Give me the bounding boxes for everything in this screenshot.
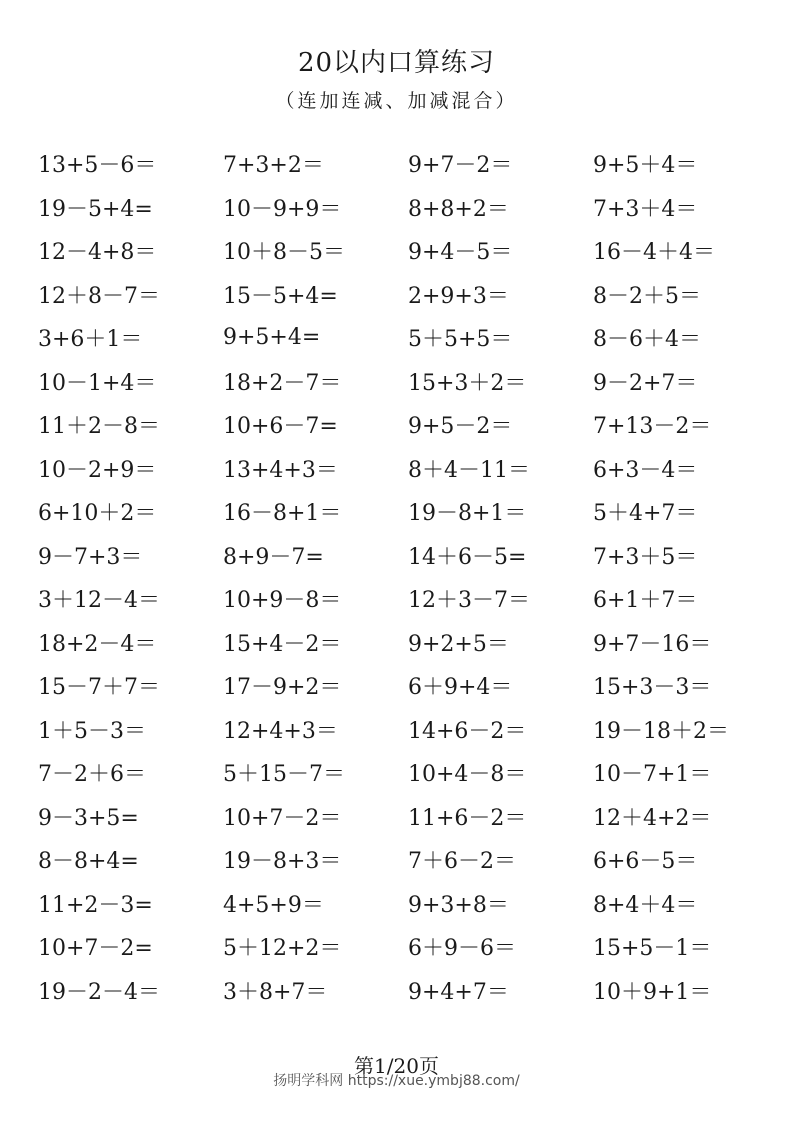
math-problem: 19－2－4＝ [38, 979, 160, 1005]
math-problem: 9+5+4= [223, 325, 321, 351]
math-problem: 7+3＋4＝ [593, 196, 698, 222]
math-problem: 3＋12－4＝ [38, 588, 160, 614]
math-problem: 7+3＋5＝ [593, 544, 698, 570]
problem-row [38, 751, 778, 795]
math-problem: 19－8+1＝ [408, 501, 527, 527]
problem-row [38, 142, 778, 186]
math-problem: 9+5＋4＝ [593, 153, 698, 179]
math-problem: 8+9－7= [223, 544, 324, 570]
math-problem: 14+6－2＝ [408, 718, 527, 744]
math-problem: 9－3+5= [38, 805, 139, 831]
math-problem: 8－8+4= [38, 849, 139, 875]
math-problem: 11＋2－8＝ [38, 414, 160, 440]
math-problem: 7+3+2＝ [223, 153, 324, 179]
problem-row [38, 708, 778, 752]
math-problem: 5＋5+5＝ [408, 327, 513, 353]
math-problem: 5＋12+2＝ [223, 936, 342, 962]
problem-row [38, 186, 778, 230]
math-problem: 9+7－16＝ [593, 631, 712, 657]
math-problem: 15－5+4= [223, 283, 338, 309]
math-problem: 12－4+8＝ [38, 240, 157, 266]
math-problem: 18+2－7＝ [223, 370, 342, 396]
math-problem: 11+2－3= [38, 892, 153, 918]
problem-row [38, 577, 778, 621]
math-problem: 12＋4+2＝ [593, 805, 712, 831]
math-problem: 15－7＋7＝ [38, 675, 160, 701]
math-problem: 9+3+8＝ [408, 892, 509, 918]
math-problem: 10+7－2＝ [223, 805, 342, 831]
math-problem: 6+6－5＝ [593, 849, 698, 875]
problem-row [38, 621, 778, 665]
math-problem: 8－2＋5＝ [593, 283, 701, 309]
math-problem: 6＋9－6＝ [408, 936, 516, 962]
watermark-text: 扬明学科网 https://xue.ymbj88.com/ [273, 1073, 520, 1089]
math-problem: 10＋8－5＝ [223, 240, 345, 266]
math-problem: 16－8+1＝ [223, 501, 342, 527]
math-problem: 9－7+3＝ [38, 544, 143, 570]
math-problem: 6+1＋7＝ [593, 588, 698, 614]
math-problem: 10－2+9＝ [38, 457, 157, 483]
math-problem: 1＋5－3＝ [38, 718, 146, 744]
problem-row [38, 447, 778, 491]
math-problem: 10－7+1＝ [593, 762, 712, 788]
problem-row [38, 969, 778, 1013]
math-problem: 2+9+3＝ [408, 283, 509, 309]
problem-row [38, 925, 778, 969]
math-problem: 4+5+9＝ [223, 892, 324, 918]
math-problem: 16－4＋4＝ [593, 240, 715, 266]
math-problem: 10+6－7= [223, 414, 338, 440]
problem-row [38, 795, 778, 839]
problem-grid [38, 142, 778, 1012]
math-problem: 8+4＋4＝ [593, 892, 698, 918]
math-problem: 10+4－8＝ [408, 762, 527, 788]
math-problem: 5＋4+7＝ [593, 501, 698, 527]
math-problem: 9－2+7＝ [593, 370, 698, 396]
math-problem: 13+5－6＝ [38, 153, 157, 179]
math-problem: 14＋6－5= [408, 544, 527, 570]
math-problem: 7+13－2＝ [593, 414, 712, 440]
problem-row [38, 664, 778, 708]
math-problem: 10+9－8＝ [223, 588, 342, 614]
math-problem: 9+5－2＝ [408, 414, 513, 440]
math-problem: 9+2+5＝ [408, 631, 509, 657]
math-problem: 8－6＋4＝ [593, 327, 701, 353]
math-problem: 6+10＋2＝ [38, 501, 157, 527]
math-problem: 3＋8+7＝ [223, 979, 328, 1005]
worksheet-subtitle: （连加连减、加减混合） [275, 90, 518, 112]
math-problem: 10＋9+1＝ [593, 979, 712, 1005]
math-problem: 15+4－2＝ [223, 631, 342, 657]
math-problem: 9+4+7＝ [408, 979, 509, 1005]
math-problem: 10－1+4＝ [38, 370, 157, 396]
math-problem: 8+8+2＝ [408, 196, 509, 222]
worksheet-title: 20以内口算练习 [297, 48, 496, 78]
math-problem: 8＋4－11＝ [408, 457, 530, 483]
math-problem: 13+4+3＝ [223, 457, 338, 483]
math-problem: 15+3＋2＝ [408, 370, 527, 396]
math-problem: 12＋3－7＝ [408, 588, 530, 614]
problem-row [38, 360, 778, 404]
problem-row [38, 490, 778, 534]
math-problem: 15+3－3＝ [593, 675, 712, 701]
math-problem: 6＋9+4＝ [408, 675, 513, 701]
math-problem: 10－9+9＝ [223, 196, 342, 222]
math-problem: 19－5+4= [38, 196, 153, 222]
math-problem: 15+5－1＝ [593, 936, 712, 962]
math-problem: 12＋8－7＝ [38, 283, 160, 309]
math-problem: 9+7－2＝ [408, 153, 513, 179]
problem-row [38, 229, 778, 273]
math-problem: 6+3－4＝ [593, 457, 698, 483]
math-problem: 19－8+3＝ [223, 849, 342, 875]
math-problem: 17－9+2＝ [223, 675, 342, 701]
problem-row [38, 838, 778, 882]
problem-row [38, 403, 778, 447]
problem-row [38, 882, 778, 926]
problem-row [38, 534, 778, 578]
page-number: 第1/20页 [354, 1054, 439, 1078]
math-problem: 7－2＋6＝ [38, 762, 146, 788]
math-problem: 18+2－4＝ [38, 631, 157, 657]
problem-row [38, 316, 778, 360]
math-problem: 11+6－2＝ [408, 805, 527, 831]
math-problem: 3+6＋1＝ [38, 327, 143, 353]
math-problem: 19－18＋2＝ [593, 718, 729, 744]
math-problem: 12+4+3＝ [223, 718, 338, 744]
math-problem: 7＋6－2＝ [408, 849, 516, 875]
math-problem: 10+7－2= [38, 936, 153, 962]
problem-row [38, 273, 778, 317]
math-problem: 9+4－5＝ [408, 240, 513, 266]
math-problem: 5＋15－7＝ [223, 762, 345, 788]
